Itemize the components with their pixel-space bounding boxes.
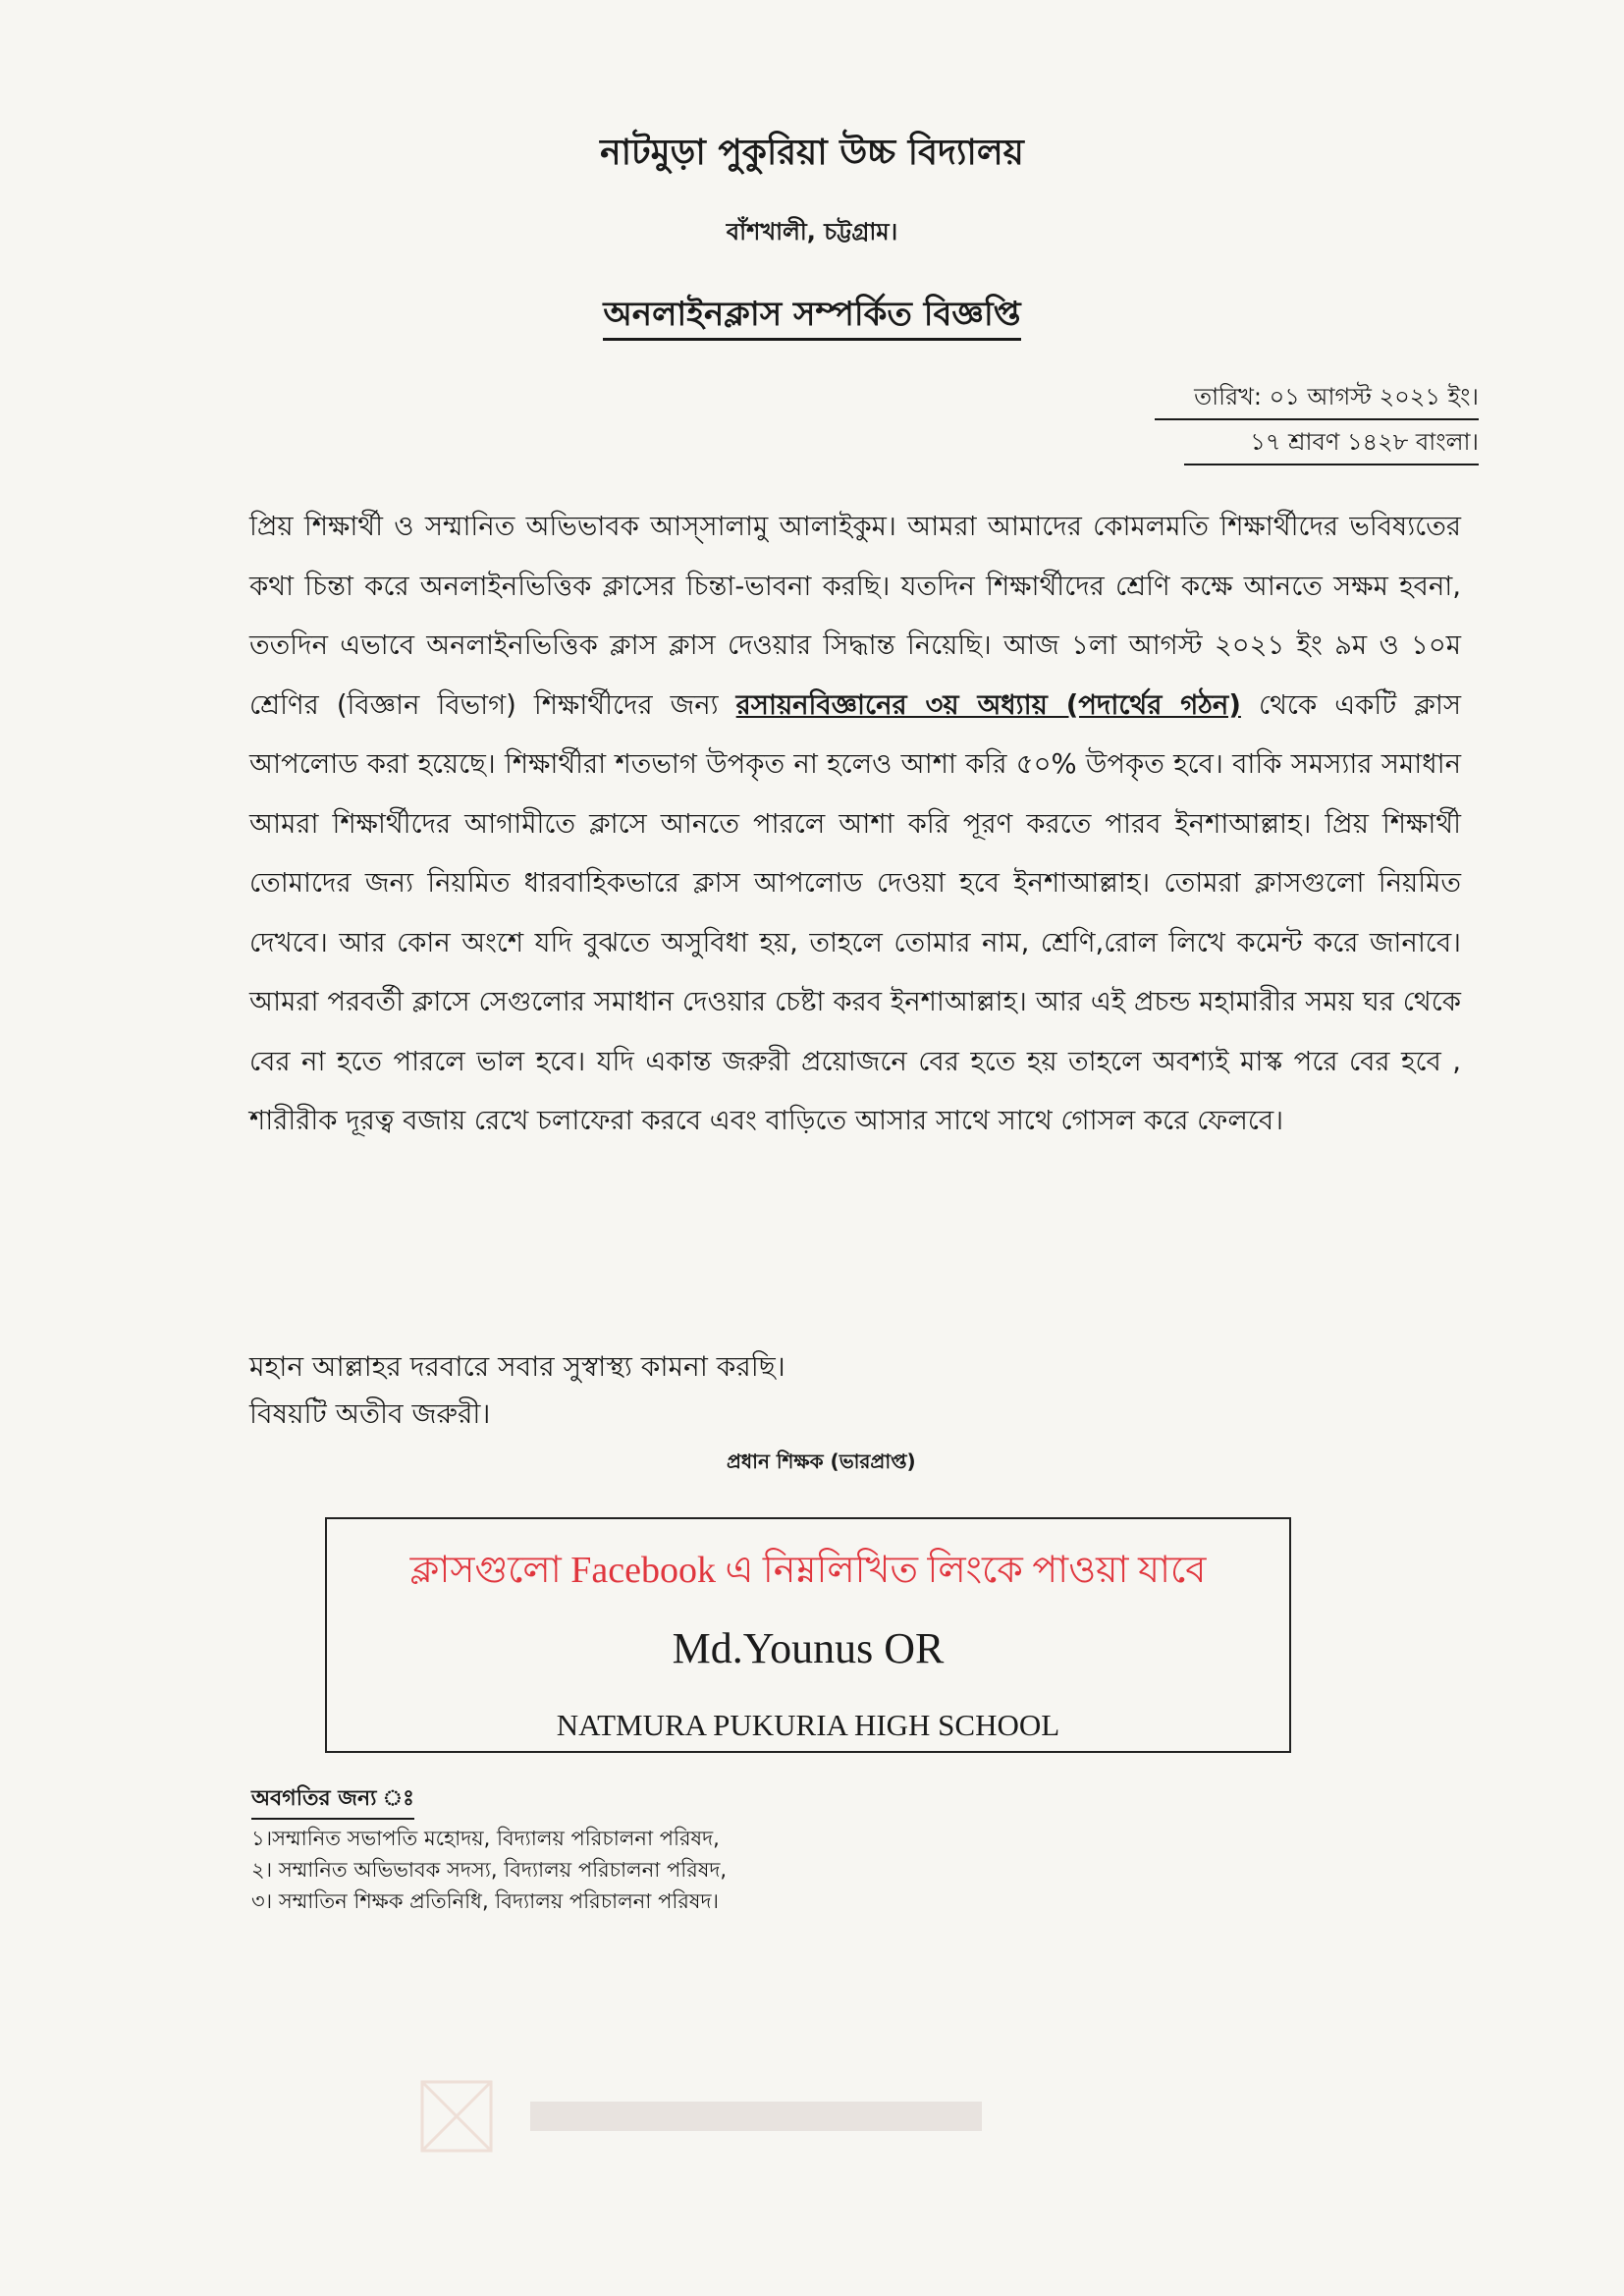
notice-body: [249, 497, 1461, 1151]
cc-item: ২। সম্মানিত অভিভাবক সদস্য, বিদ্যালয় পরিচালনা পরিষদ,: [251, 1858, 728, 1882]
school-location: বাঁশখালী, চট্টগ্রাম।: [726, 218, 898, 246]
date-block: [1155, 375, 1479, 465]
cc-list: [251, 1823, 727, 1917]
facebook-link-box: [325, 1517, 1291, 1753]
closing-line-2: বিষয়টি অতীব জরুরী।: [249, 1397, 491, 1430]
notice-title-text: অনলাইনক্লাস সম্পর্কিত বিজ্ঞপ্তি: [603, 295, 1020, 341]
cc-item: ১।সম্মানিত সভাপতি মহোদয়, বিদ্যালয় পরিচালনা পরিষদ,: [251, 1827, 720, 1850]
facebook-page-name[interactable]: Md.Younus OR: [672, 1624, 945, 1672]
cc-item: ৩। সম্মাতিন শিক্ষক প্রতিনিধি, বিদ্যালয় পরিচালনা পরিষদ।: [251, 1889, 720, 1913]
school-name-english: NATMURA PUKURIA HIGH SCHOOL: [556, 1708, 1060, 1742]
body-part-2: থেকে একটি ক্লাস আপলোড করা হয়েছে। শিক্ষার্থীরা শতভাগ উপকৃত না হলেও আশা করি ৫০% উপকৃত হবে। বাকি সমস্যার সমাধান আমরা শিক্ষার্থীদের আগামীতে ক্লাসে আনতে পারলে আশা করি পূরণ করতে পারব ইনশাআল্লাহ। প্রিয় শিক্ষার্থী তোমাদের জন্য নিয়মিত ধারবাহিকভারে ক্লাস আপলোড দেওয়া হবে ইনশাআল্লাহ। তোমরা ক্লাসগুলো নিয়মিত দেখবে। আর কোন অংশে যদি বুঝতে অসুবিধা হয়, তাহলে তোমার নাম, শ্রেণি,রোল লিখে কমেন্ট করে জানাবে। আমরা পরবর্তী ক্লাসে সেগুলোর সমাধান দেওয়ার চেষ্টা করব ইনশাআল্লাহ। আর এই প্রচন্ড মহামারীর সময় ঘর থেকে বের না হতে পারলে ভাল হবে। যদি একান্ত জরুরী প্রয়োজনে বের হতে হয় তাহলে অবশ্যই মাস্ক পরে বের হবে , শারীরীক দূরত্ব বজায় রেখে চলাফেরা করবে এবং বাড়িতে আসার সাথে সাথে গোসল করে ফেলবে।: [249, 688, 1461, 1136]
closing-line-1: মহান আল্লাহর দরবারে সবার সুস্বাস্থ্য কামনা করছি।: [249, 1350, 785, 1383]
signature: প্রধান শিক্ষক (ভারপ্রাপ্ত): [727, 1449, 916, 1473]
watermark-logo: [412, 2072, 1001, 2160]
chapter-highlight: রসায়নবিজ্ঞানের ৩য় অধ্যায় (পদার্থের গঠন): [735, 688, 1241, 721]
gregorian-date: তারিখ: ০১ আগস্ট ২০২১ ইং।: [1155, 375, 1479, 420]
facebook-heading: ক্লাসগুলো Facebook এ নিম্নলিখিত লিংকে পাওয়া যাবে: [409, 1550, 1207, 1591]
bengali-date: ১৭ শ্রাবণ ১৪২৮ বাংলা।: [1184, 420, 1479, 465]
school-name: নাটমুড়া পুকুরিয়া উচ্চ বিদ্যালয়: [600, 133, 1024, 173]
notice-title: [0, 289, 1624, 345]
closing: [249, 1343, 1428, 1438]
cc-heading: অবগতির জন্য ঃ: [251, 1781, 414, 1820]
body-part-1: প্রিয় শিক্ষার্থী ও সম্মানিত অভিভাবক আস্সালামু আলাইকুম। আমরা আমাদের কোমলমতি শিক্ষার্থীদের ভবিষ্যতের কথা চিন্তা করে অনলাইনভিত্তিক ক্লাসের চিন্তা-ভাবনা করছি। যতদিন শিক্ষার্থীদের শ্রেণি কক্ষে আনতে সক্ষম হবনা, ততদিন এভাবে অনলাইনভিত্তিক ক্লাস ক্লাস দেওয়ার সিদ্ধান্ত নিয়েছি। আজ ১লা আগস্ট ২০২১ ইং ৯ম ও ১০ম শ্রেণির (বিজ্ঞান বিভাগ) শিক্ষার্থীদের জন্য: [249, 511, 1461, 721]
